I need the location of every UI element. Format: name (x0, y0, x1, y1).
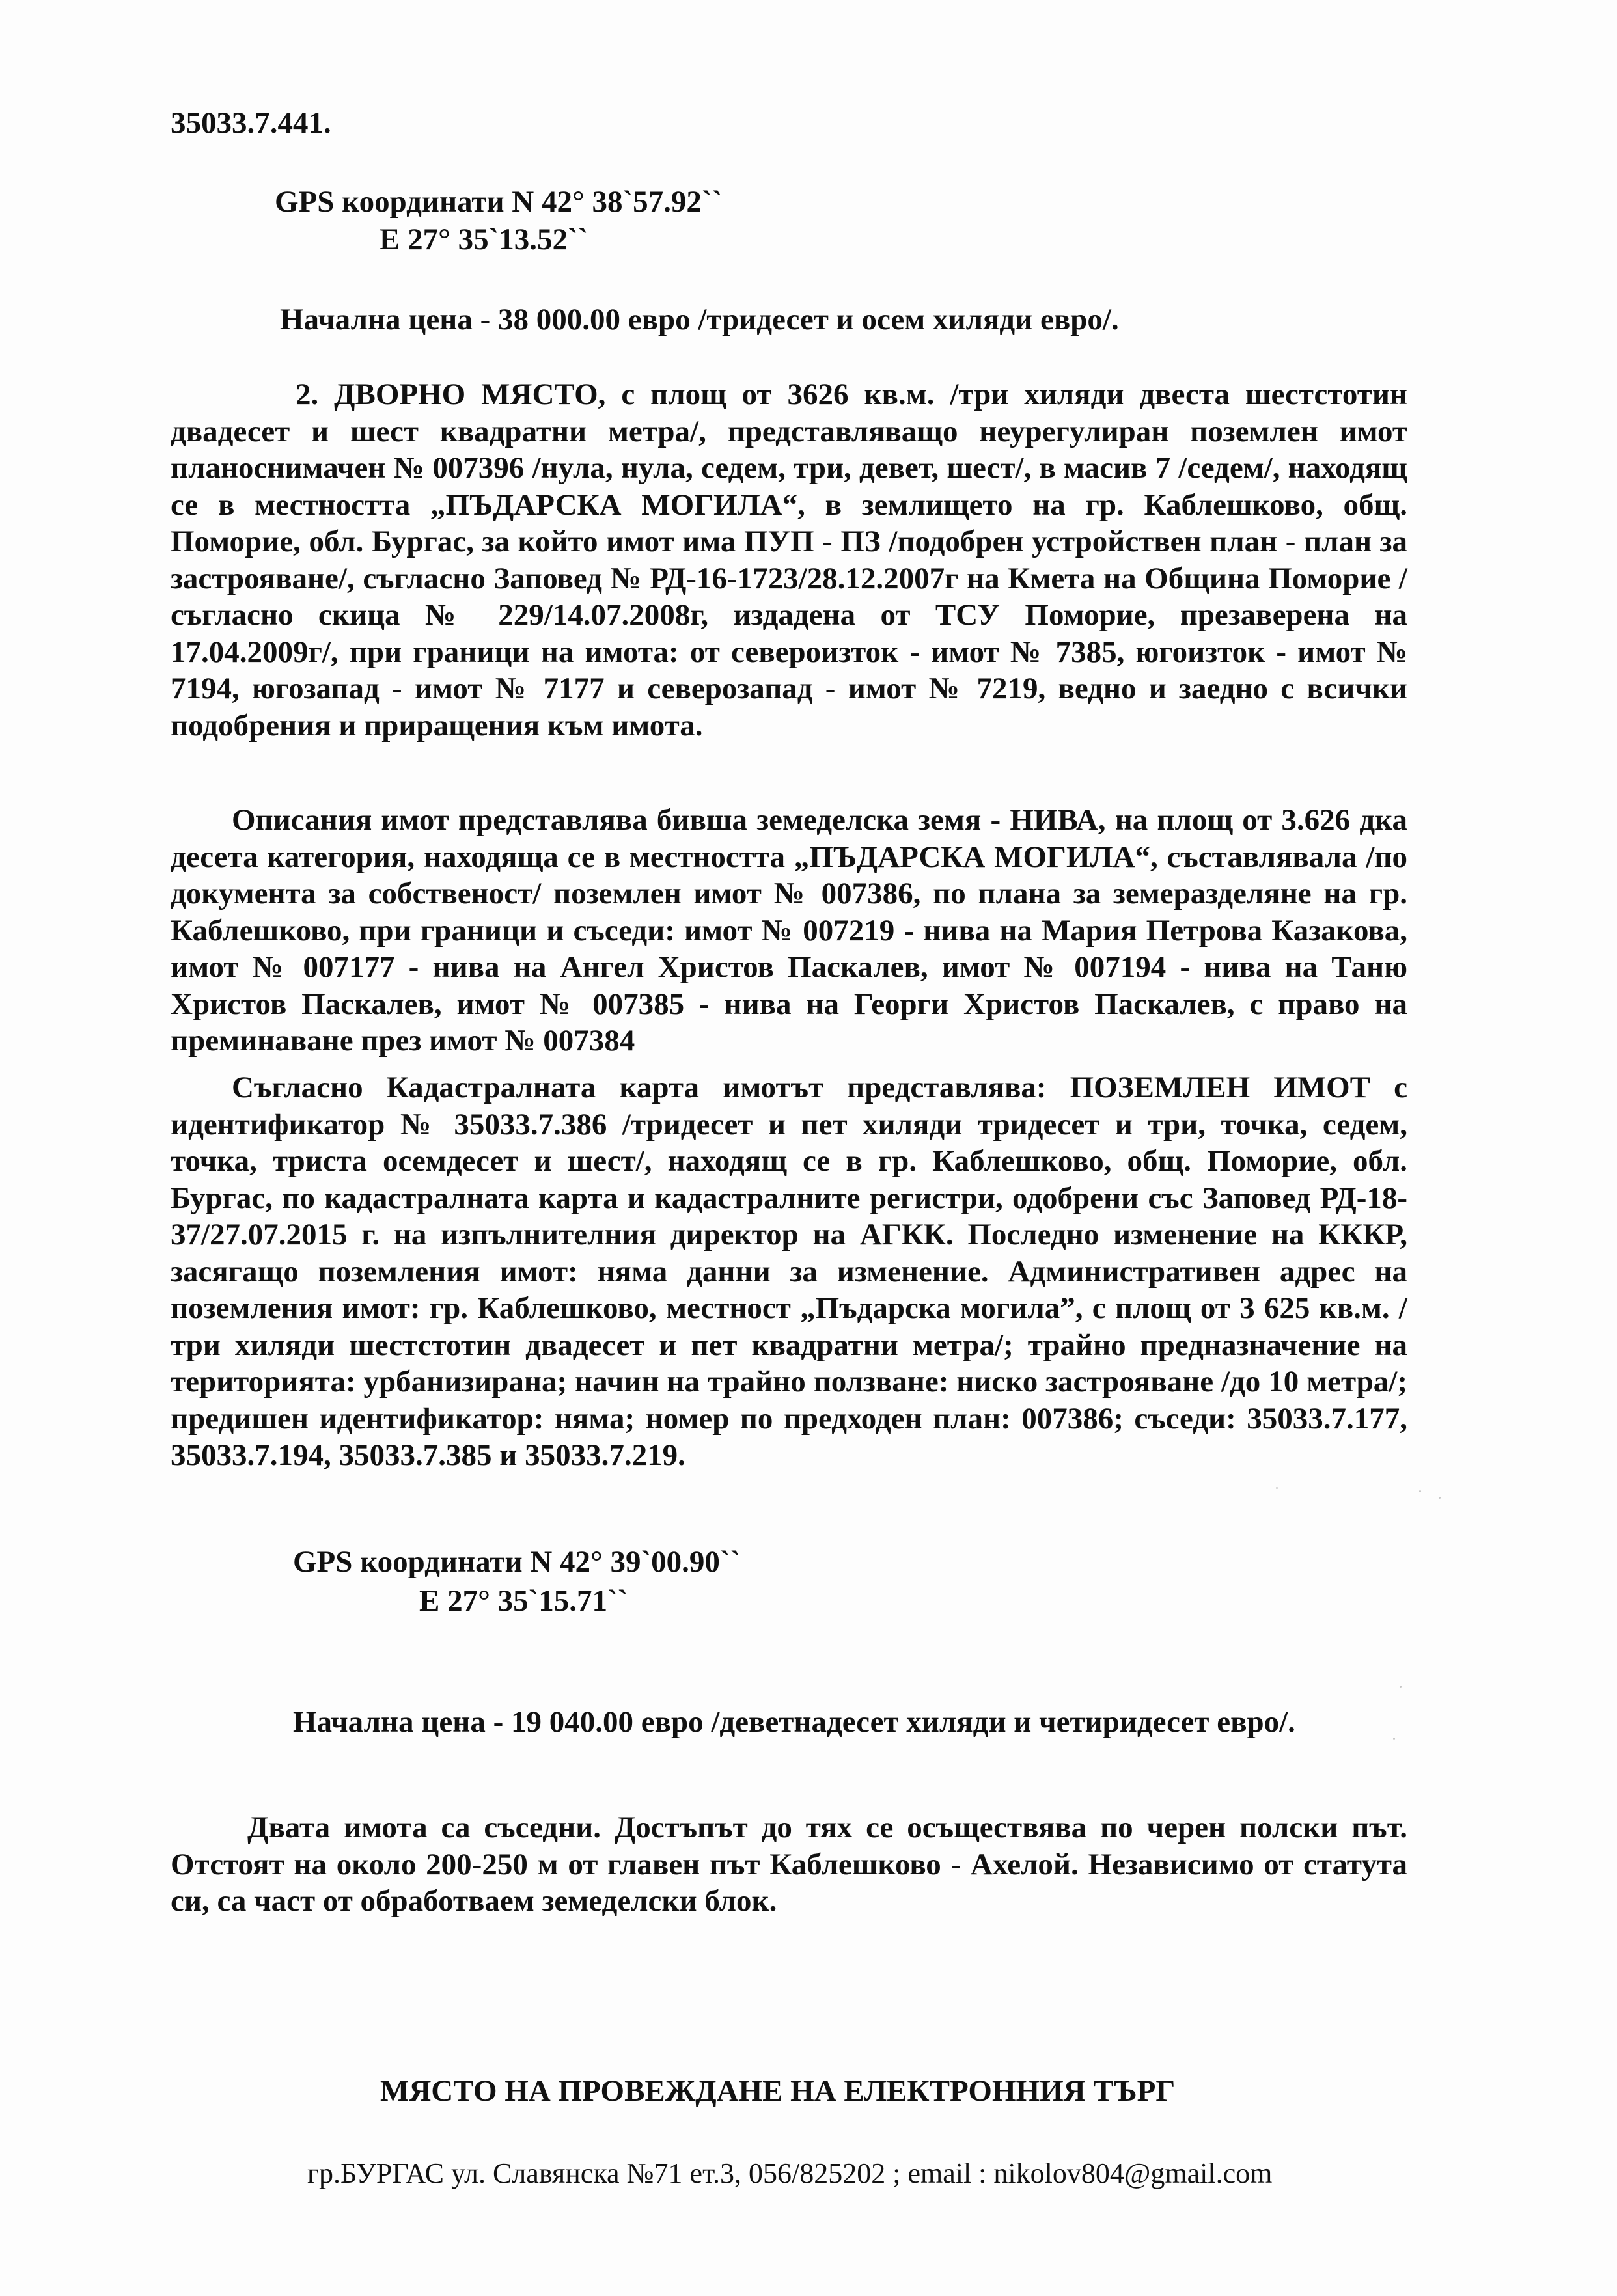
scan-speck (1276, 1487, 1278, 1489)
gps-coordinates-east-2: E 27° 35`15.71`` (419, 1584, 628, 1618)
scan-speck (1393, 1738, 1395, 1740)
cadastral-description: Съгласно Кадастралната карта имотът представлява: ПОЗЕМЛЕН ИМОТ с идентификатор № 35033.7.386 /тридесет и пет хиляди тридесет и три, точка, седем, точка, триста осемдесет и шест/, находящ се в гр. Каблешково, общ. Поморие, обл. Бургас, по кадастралната карта и кадастралните регистри, одобрени със Заповед РД-18-37/27.07.2015 г. на изпълнителния директор на АГКК. Последно изменение на КККР, засягащо поземления имот: няма данни за изменение. Административен адрес на поземления имот: гр. Каблешково, местност „Пъдарска могила”, с площ от 3 625 кв.м. /три хиляди шестстотин двадесет и пет квадратни метра/; трайно предназначение на територията: урбанизирана; начин на трайно ползване: ниско застрояване /до 10 метра/; предишен идентификатор: няма; номер по предходен план: 007386; съседи: 35033.7.177, 35033.7.194, 35033.7.385 и 35033.7.219. (171, 1071, 1407, 1472)
gps-coordinates-east-1: E 27° 35`13.52`` (380, 223, 588, 256)
footer-contact: гр.БУРГАС ул. Славянска №71 ет.3, 056/825202 ; email : nikolov804@gmail.com (307, 2157, 1273, 2189)
gps-coordinates-north-2: GPS координати N 42° 39`00.90`` (293, 1545, 741, 1579)
property-description: Описания имот представлява бивша земеделска земя - НИВА, на площ от 3.626 дка десета категория, находяща се в местността „ПЪДАРСКА МОГИЛА“, съставлявала /по документа за собственост/ поземлен имот № 007386, по плана за земеразделяне на гр. Каблешково, при граници и съседи: имот № 007219 - нива на Мария Петрова Казакова, имот № 007177 - нива на Ангел Христов Паскалев, имот № 007194 - нива на Таню Христов Паскалев, имот № 007385 - нива на Георги Христов Паскалев, с право на преминаване през имот № 007384 (171, 803, 1407, 1058)
starting-price-2: Начална цена - 19 040.00 евро /деветнадесет хиляди и четиридесет евро/. (293, 1705, 1295, 1739)
starting-price-1: Начална цена - 38 000.00 евро /тридесет и осем хиляди евро/. (280, 303, 1119, 336)
gps-coordinates-north-1: GPS координати N 42° 38`57.92`` (275, 185, 723, 219)
item-2-description: 2. ДВОРНО МЯСТО, с площ от 3626 кв.м. /три хиляди двеста шестстотин двадесет и шест квадратни метра/, представляващо неурегулиран поземлен имот планоснимачен № 007396 /нула, нула, седем, три, девет, шест/, в масив 7 /седем/, находящ се в местността „ПЪДАРСКА МОГИЛА“, в землището на гр. Каблешково, общ. Поморие, обл. Бургас, за който имот има ПУП - ПЗ /подобрен устройствен план - план за застрояване/, съгласно Заповед № РД-16-1723/28.12.2007г на Кмета на Община Поморие /съгласно скица № 229/14.07.2008г, издадена от ТСУ Поморие, презаверена на 17.04.2009г/, при граници на имота: от североизток - имот № 7385, югоизток - имот № 7194, югозапад - имот № 7177 и северозапад - имот № 7219, ведно и заедно с всички подобрения и приращения към имота. (171, 377, 1407, 743)
scan-speck (1419, 1490, 1421, 1492)
scan-speck (1400, 1686, 1402, 1688)
access-description: Двата имота са съседни. Достъпът до тях се осъществява по черен полски път. Отстоят на около 200-250 м от главен път Каблешково - Ахелой. Независимо от статута си, са част от обработваем земеделски блок. (171, 1811, 1407, 1918)
reference-number: 35033.7.441. (171, 106, 331, 140)
scan-speck (1439, 1497, 1441, 1499)
section-heading: МЯСТО НА ПРОВЕЖДАНЕ НА ЕЛЕКТРОННИЯ ТЪРГ (380, 2074, 1176, 2108)
